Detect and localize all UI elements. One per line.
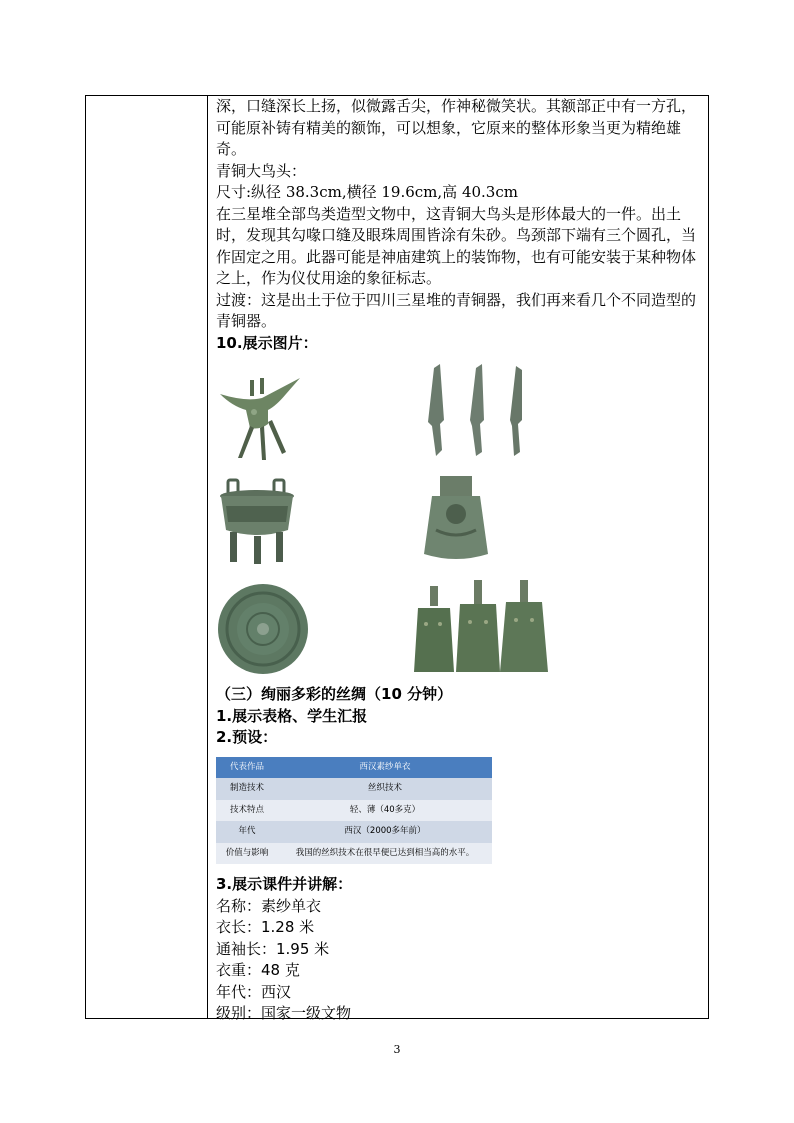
table-row xyxy=(216,800,492,822)
bronze-bells-image xyxy=(412,578,552,678)
table-row xyxy=(216,843,492,865)
paragraph-bird-head-size: 尺寸:纵径 38.3cm,横径 19.6cm,高 40.3cm xyxy=(216,183,518,201)
table-row xyxy=(216,778,492,800)
detail-weight: 衣重：48 克 xyxy=(216,961,300,979)
lesson-table xyxy=(85,95,709,1022)
image-gallery xyxy=(216,356,704,684)
table-row xyxy=(216,757,492,779)
table-cell-value: 西汉（2000多年前） xyxy=(278,821,492,843)
bronze-ding-image xyxy=(216,476,298,566)
table-cell-key: 制造技术 xyxy=(216,778,278,800)
detail-era: 年代：西汉 xyxy=(216,982,292,1001)
heading-show-pictures: 10.展示图片： xyxy=(216,333,318,352)
bronze-ge-blades-image xyxy=(418,360,538,460)
paragraph-transition: 过渡：这是出土于位于四川三星堆的青铜器，我们再来看几个不同造型的青铜器。 xyxy=(216,290,697,330)
detail-length: 衣长：1.28 米 xyxy=(216,918,315,936)
paragraph-bird-head-title: 青铜大鸟头： xyxy=(216,161,307,180)
detail-sleeve-length: 通袖长：1.95 米 xyxy=(216,939,330,958)
silk-info-table xyxy=(216,757,492,865)
table-cell-key: 技术特点 xyxy=(216,800,278,822)
bronze-mirror-image xyxy=(216,582,310,676)
table-cell-key: 价值与影响 xyxy=(216,843,278,865)
detail-grade: 级别：国家一级文物 xyxy=(216,1004,352,1022)
heading-silk-section: （三）绚丽多彩的丝绸（10 分钟） xyxy=(216,685,453,703)
bronze-jue-image xyxy=(216,364,304,462)
heading-step-3: 3.展示课件并讲解： xyxy=(216,875,353,893)
table-cell-value: 我国的丝织技术在很早便已达到相当高的水平。 xyxy=(278,843,492,865)
table-cell-value: 轻、薄（40多克） xyxy=(278,800,492,822)
heading-step-1: 1.展示表格、学生汇报 xyxy=(216,706,368,725)
table-cell-value: 西汉素纱单衣 xyxy=(278,757,492,779)
table-row xyxy=(216,821,492,843)
detail-name: 名称：素纱单衣 xyxy=(216,896,322,915)
paragraph-bird-head-description: 在三星堆全部鸟类造型文物中，这青铜大鸟头是形体最大的一件。出土时，发现其勾喙口缝及眼珠周围皆涂有朱砂。鸟颈部下端有三个圆孔，当作固定之用。此器可能是神庙建筑上的装饰物，也有可能安装于某种物体之上，作为仪仗用途的象征标志。 xyxy=(216,204,697,287)
column-divider xyxy=(207,96,208,1018)
bronze-yue-image xyxy=(418,474,494,564)
table-cell-key: 代表作品 xyxy=(216,757,278,779)
table-cell-key: 年代 xyxy=(216,821,278,843)
table-cell-value: 丝织技术 xyxy=(278,778,492,800)
paragraph-mask-description: 深，口缝深长上扬，似微露舌尖，作神秘微笑状。其额部正中有一方孔，可能原补铸有精美的额饰，可以想象，它原来的整体形象当更为精绝雄奇。 xyxy=(216,97,697,158)
page-number: 3 xyxy=(393,1043,401,1056)
content-cell xyxy=(216,96,704,1025)
heading-step-2: 2.预设： xyxy=(216,728,278,746)
